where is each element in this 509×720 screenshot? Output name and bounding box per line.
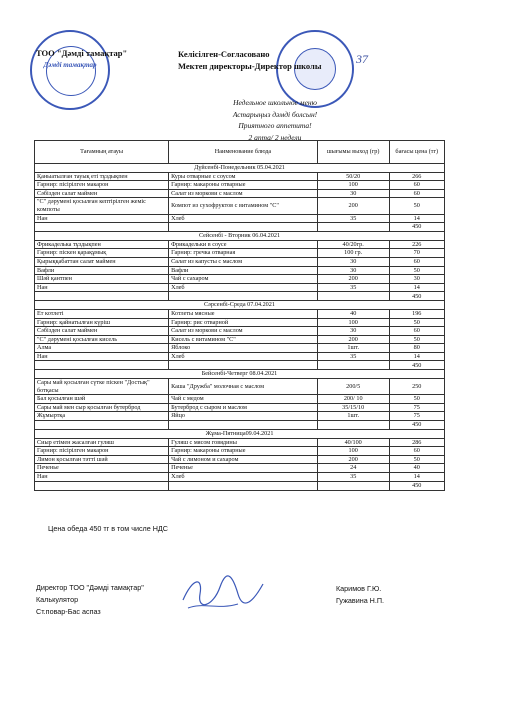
cell-price: 30	[389, 275, 445, 284]
cell-price: 50	[389, 318, 445, 327]
price-note: Цена обеда 450 тг в том числе НДС	[48, 524, 168, 533]
cell-yield: 35	[317, 283, 389, 292]
cell-yield: 30	[317, 327, 389, 336]
table-row	[35, 403, 445, 412]
cell-name: Қырыққабаттан салат маймен	[35, 257, 169, 266]
cell-yield: 200	[317, 275, 389, 284]
empty-cell	[35, 421, 169, 430]
cell-yield: 40/20гр.	[317, 240, 389, 249]
cell-name: "С" дәрумені қосылған кисель	[35, 335, 169, 344]
cell-price: 226	[389, 240, 445, 249]
cell-name: Қаныатылған тауық еті тұздықпен	[35, 172, 169, 181]
day-title: Жұма-Пятница09.04.2021	[35, 430, 445, 439]
cell-name: Фрикаделька тұздықпен	[35, 240, 169, 249]
day-heading	[35, 370, 445, 379]
title-line-1: Недельное школьное меню	[233, 98, 317, 107]
table-row	[35, 464, 445, 473]
cell-price: 50	[389, 335, 445, 344]
cell-price: 60	[389, 257, 445, 266]
role-director: Директор ТОО "Дәмді тамақтар"	[36, 583, 144, 592]
cell-yield: 24	[317, 464, 389, 473]
cell-name: Вафли	[35, 266, 169, 275]
cell-dish: Фрикадельки в соусе	[169, 240, 318, 249]
role-chef: Ст.повар-Бас аспаз	[36, 607, 101, 616]
table-row	[35, 455, 445, 464]
cell-name: Нан	[35, 473, 169, 482]
day-total-row	[35, 292, 445, 301]
cell-dish: Вафли	[169, 266, 318, 275]
table-row	[35, 214, 445, 223]
cell-dish: Бутерброд с сыром и маслом	[169, 403, 318, 412]
cell-name: Сәбізден салат маймен	[35, 327, 169, 336]
cell-yield: 40	[317, 309, 389, 318]
cell-dish: Хлеб	[169, 214, 318, 223]
cell-price: 60	[389, 181, 445, 190]
header-price: бағасы цена (тг)	[389, 141, 445, 164]
cell-price: 250	[389, 379, 445, 395]
cell-yield: 30	[317, 266, 389, 275]
signature-names	[336, 583, 384, 607]
title-line-2: Астарыңыз дәмді болсын!	[232, 109, 318, 119]
header-dish: Наименование блюда	[169, 141, 318, 164]
name-director: Каримов Г.Ю.	[336, 584, 382, 593]
cell-dish: Чай с сахаром	[169, 275, 318, 284]
cell-name: Нан	[35, 214, 169, 223]
cell-price: 60	[389, 447, 445, 456]
day-title: Сәрсенбі-Среда 07.04.2021	[35, 301, 445, 310]
cell-name: Шәй қантпен	[35, 275, 169, 284]
cell-dish: Салат из моркови с маслом	[169, 189, 318, 198]
cell-dish: Компот из сухофруктов с витамином "С"	[169, 198, 318, 214]
cell-dish: Хлеб	[169, 473, 318, 482]
table-row	[35, 172, 445, 181]
table-row	[35, 344, 445, 353]
org-name: ТОО "Дәмді тамақтар"	[36, 48, 128, 58]
cell-yield: 35	[317, 214, 389, 223]
cell-yield: 100 гр.	[317, 249, 389, 258]
table-row	[35, 266, 445, 275]
empty-cell	[317, 481, 389, 490]
title-line-4: 2 апта/ 2 недели	[248, 132, 302, 142]
table-row	[35, 181, 445, 190]
empty-cell	[35, 292, 169, 301]
day-total-row	[35, 421, 445, 430]
cell-yield: 50/20	[317, 172, 389, 181]
approval-block	[178, 48, 321, 72]
table-row	[35, 309, 445, 318]
cell-yield: 200	[317, 198, 389, 214]
cell-name: Гарнир: пісірілген макарон	[35, 447, 169, 456]
cell-price: 70	[389, 249, 445, 258]
table-row	[35, 447, 445, 456]
menu-body	[35, 164, 445, 491]
table-row	[35, 327, 445, 336]
cell-yield: 200/ 10	[317, 395, 389, 404]
cell-dish: Чай с лимоном и сахаром	[169, 455, 318, 464]
cell-price: 14	[389, 352, 445, 361]
cell-yield: 200/5	[317, 379, 389, 395]
cell-yield: 30	[317, 189, 389, 198]
day-total-row	[35, 481, 445, 490]
table-row	[35, 395, 445, 404]
empty-cell	[317, 223, 389, 232]
director-label: Мектеп директоры-Директор школы	[178, 61, 322, 71]
cell-dish: Чай с медом	[169, 395, 318, 404]
approval-label: Келісілген-Согласовано	[178, 49, 270, 59]
table-row	[35, 283, 445, 292]
day-heading	[35, 164, 445, 173]
table-row	[35, 198, 445, 214]
cell-dish: Салат из капусты с маслом	[169, 257, 318, 266]
role-calculator: Калькулятор	[36, 595, 79, 604]
cell-dish: Гарнир: рис отварной	[169, 318, 318, 327]
table-row	[35, 412, 445, 421]
cell-price: 50	[389, 455, 445, 464]
name-calculator: Гужавина Н.П.	[336, 596, 385, 605]
day-total: 450	[389, 421, 445, 430]
menu-titles	[150, 97, 400, 143]
cell-name: Нан	[35, 352, 169, 361]
empty-cell	[317, 361, 389, 370]
cell-price: 50	[389, 198, 445, 214]
header-yield: шығымы выход (гр)	[317, 141, 389, 164]
day-total-row	[35, 223, 445, 232]
day-heading	[35, 232, 445, 241]
empty-cell	[317, 292, 389, 301]
cell-price: 286	[389, 438, 445, 447]
cell-dish: Котлеты мясные	[169, 309, 318, 318]
cell-dish: Гарнир: макароны отварные	[169, 181, 318, 190]
company-stamp	[30, 30, 110, 110]
empty-cell	[35, 223, 169, 232]
cell-price: 50	[389, 395, 445, 404]
cell-price: 14	[389, 214, 445, 223]
cell-name: Печенье	[35, 464, 169, 473]
cell-name: Нан	[35, 283, 169, 292]
cell-dish: Каша "Дружба" молочная с маслом	[169, 379, 318, 395]
table-row	[35, 249, 445, 258]
cell-price: 75	[389, 412, 445, 421]
cell-yield: 100	[317, 447, 389, 456]
cell-dish: Печенье	[169, 464, 318, 473]
cell-yield: 35	[317, 352, 389, 361]
cell-price: 75	[389, 403, 445, 412]
day-total: 450	[389, 292, 445, 301]
day-title: Дүйсенбі-Понедельник 05.04.2021	[35, 164, 445, 173]
cell-dish: Гарнир: макароны отварные	[169, 447, 318, 456]
cell-name: Сары май қосылған сүтке піскен "Достық" ботқасы	[35, 379, 169, 395]
empty-cell	[169, 361, 318, 370]
table-row	[35, 438, 445, 447]
day-total: 450	[389, 223, 445, 232]
cell-name: Гарнир: піскен қарақұмық	[35, 249, 169, 258]
cell-price: 80	[389, 344, 445, 353]
cell-price: 14	[389, 473, 445, 482]
cell-dish: Салат из моркови с маслом	[169, 327, 318, 336]
signature-scribble	[178, 572, 268, 612]
cell-dish: Яблоко	[169, 344, 318, 353]
cell-name: Гарнир: қайнатылған күріш	[35, 318, 169, 327]
cell-name: Ет котлеті	[35, 309, 169, 318]
menu-table	[34, 140, 445, 491]
day-heading	[35, 430, 445, 439]
handwritten-number: 37	[356, 52, 368, 66]
table-row	[35, 379, 445, 395]
cell-name: Бал қосылған шәй	[35, 395, 169, 404]
table-row	[35, 335, 445, 344]
table-row	[35, 257, 445, 266]
empty-cell	[169, 223, 318, 232]
cell-price: 60	[389, 189, 445, 198]
table-header	[35, 141, 445, 164]
cell-dish: Гарнир: гречка отварная	[169, 249, 318, 258]
cell-name: Сары май мен сыр қосылған бутерброд	[35, 403, 169, 412]
header-name: Тағамның атауы	[35, 141, 169, 164]
cell-yield: 1шт.	[317, 344, 389, 353]
cell-price: 60	[389, 327, 445, 336]
cell-name: Лимон қосылған тәтті шәй	[35, 455, 169, 464]
cell-name: Сәбізден салат маймен	[35, 189, 169, 198]
day-title: Бейсенбі-Четверг 08.04.2021	[35, 370, 445, 379]
cell-dish: Куры отварные с соусом	[169, 172, 318, 181]
cell-dish: Кисель с витамином "С"	[169, 335, 318, 344]
empty-cell	[317, 421, 389, 430]
table-row	[35, 352, 445, 361]
day-heading	[35, 301, 445, 310]
cell-price: 196	[389, 309, 445, 318]
empty-cell	[169, 481, 318, 490]
cell-name: Жұмыртқа	[35, 412, 169, 421]
day-total: 450	[389, 481, 445, 490]
empty-cell	[169, 421, 318, 430]
cell-yield: 30	[317, 257, 389, 266]
stamp-text: Дәмді тамақтар	[43, 61, 97, 69]
empty-cell	[169, 292, 318, 301]
signature-roles	[36, 582, 144, 618]
cell-price: 14	[389, 283, 445, 292]
title-line-3: Приятного аппетита!	[238, 121, 312, 130]
cell-dish: Хлеб	[169, 352, 318, 361]
empty-cell	[35, 481, 169, 490]
table-row	[35, 275, 445, 284]
cell-name: Гарнир: пісірілген макарон	[35, 181, 169, 190]
day-total: 450	[389, 361, 445, 370]
cell-dish: Яйцо	[169, 412, 318, 421]
table-row	[35, 318, 445, 327]
cell-yield: 35	[317, 473, 389, 482]
cell-name: "С" дәрумені қосылған кептірілген жеміс компоты	[35, 198, 169, 214]
cell-dish: Хлеб	[169, 283, 318, 292]
cell-yield: 200	[317, 455, 389, 464]
cell-price: 50	[389, 266, 445, 275]
cell-yield: 100	[317, 181, 389, 190]
cell-yield: 35/15/10	[317, 403, 389, 412]
day-title: Сейсенбі - Вторник 06.04.2021	[35, 232, 445, 241]
empty-cell	[35, 361, 169, 370]
cell-name: Сиыр етімен жасалған гуляш	[35, 438, 169, 447]
table-row	[35, 189, 445, 198]
table-row	[35, 473, 445, 482]
cell-yield: 200	[317, 335, 389, 344]
day-total-row	[35, 361, 445, 370]
table-row	[35, 240, 445, 249]
cell-dish: Гуляш с мясом говядины	[169, 438, 318, 447]
cell-price: 40	[389, 464, 445, 473]
cell-name: Алма	[35, 344, 169, 353]
cell-yield: 1шт.	[317, 412, 389, 421]
cell-price: 266	[389, 172, 445, 181]
cell-yield: 40/100	[317, 438, 389, 447]
cell-yield: 100	[317, 318, 389, 327]
